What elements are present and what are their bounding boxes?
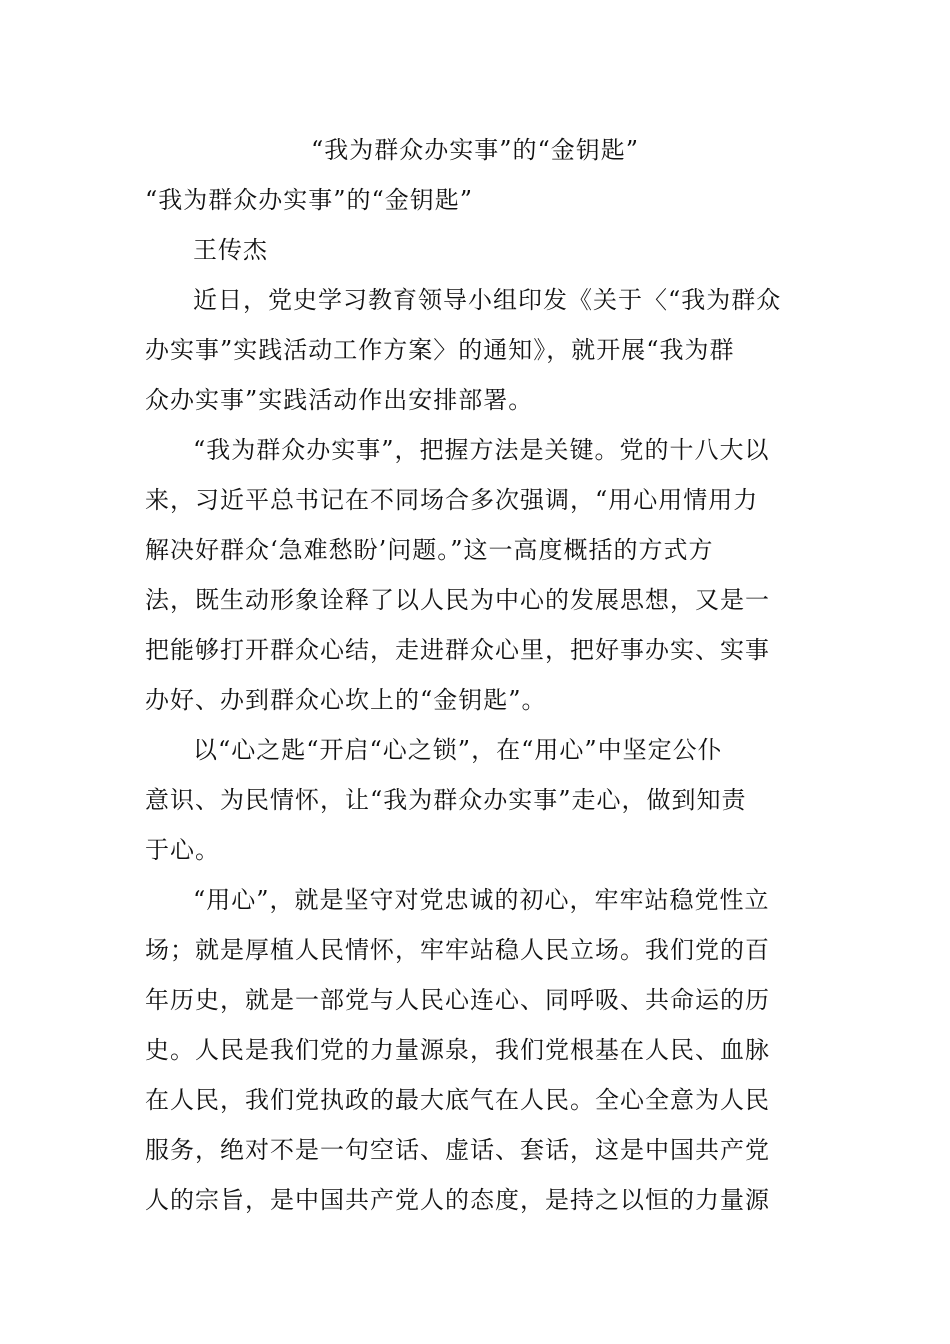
paragraph-line: 法，既生动形象诠释了以人民为中心的发展思想，又是一	[145, 586, 770, 614]
paragraph-line: 众办实事”实践活动作出安排部署。	[145, 386, 534, 414]
paragraph-line: 解决好群众‘急难愁盼’问题。”这一高度概括的方式方	[145, 536, 714, 564]
paragraph-line: 史。人民是我们党的力量源泉，我们党根基在人民、血脉	[145, 1036, 770, 1064]
document-title: “我为群众办实事”的“金钥匙”	[310, 136, 640, 164]
paragraph-line: “我为群众办实事”，把握方法是关键。党的十八大以	[193, 436, 770, 464]
author-name: 王传杰	[193, 236, 268, 264]
paragraph-line: 在人民，我们党执政的最大底气在人民。全心全意为人民	[145, 1086, 770, 1114]
paragraph-line: 意识、为民情怀，让“我为群众办实事”走心，做到知责	[145, 786, 747, 814]
paragraph-line: 以“心之匙“开启“心之锁”，在“用心”中坚定公仆	[193, 736, 723, 764]
paragraph-line: 来，习近平总书记在不同场合多次强调，“用心用情用力	[145, 486, 759, 514]
paragraph-line: 把能够打开群众心结，走进群众心里，把好事办实、实事	[145, 636, 770, 664]
paragraph-line: 服务，绝对不是一句空话、虚话、套话，这是中国共产党	[145, 1136, 770, 1164]
paragraph-line: “用心”，就是坚守对党忠诚的初心，牢牢站稳党性立	[193, 886, 770, 914]
paragraph-line: 办实事”实践活动工作方案〉的通知》，就开展“我为群	[145, 336, 735, 364]
paragraph-line: 人的宗旨，是中国共产党人的态度，是持之以恒的力量源	[145, 1186, 770, 1214]
document-subtitle: “我为群众办实事”的“金钥匙”	[145, 186, 474, 214]
paragraph-line: 近日，党史学习教育领导小组印发《关于〈“我为群众	[193, 286, 782, 314]
paragraph-line: 办好、办到群众心坎上的“金钥匙”。	[145, 686, 547, 714]
paragraph-line: 年历史，就是一部党与人民心连心、同呼吸、共命运的历	[145, 986, 770, 1014]
paragraph-line: 于心。	[145, 836, 220, 864]
paragraph-line: 场；就是厚植人民情怀，牢牢站稳人民立场。我们党的百	[145, 936, 770, 964]
